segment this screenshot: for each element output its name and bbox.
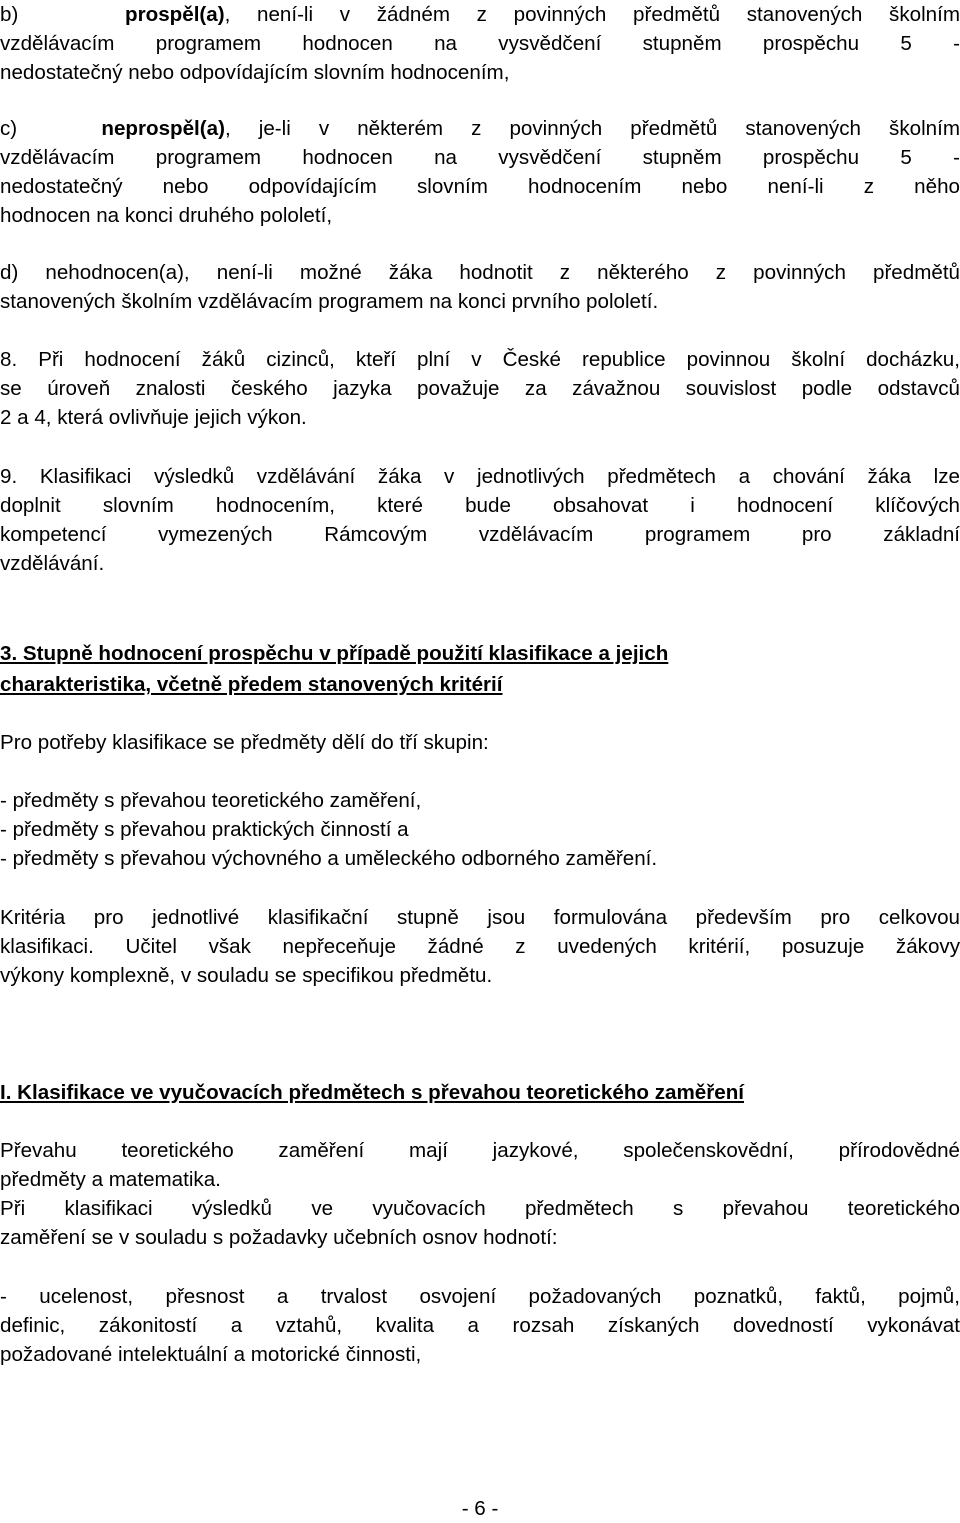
section-i-bullet-line-3: požadované intelektuální a motorické činnosti, xyxy=(0,1343,422,1366)
group-item-2: - předměty s převahou praktických činností a xyxy=(0,818,409,841)
page-number: - 6 - xyxy=(461,1497,499,1520)
section-i-heading: I. Klasifikace ve vyučovacích předmětech s převahou teoretického zaměření xyxy=(0,1081,744,1104)
item-c-text: , je-li v některém z povinných předmětů stanovených školním xyxy=(224,117,960,140)
item-c-line-4: hodnocen na konci druhého pololetí, xyxy=(0,204,333,227)
item-d-line-1: d) nehodnocen(a), není-li možné žáka hodnotit z některého z povinných předmětů xyxy=(0,261,960,284)
section-i-p2-line-1: Při klasifikaci výsledků ve vyučovacích předmětech s převahou teoretického xyxy=(0,1197,960,1220)
section-3-intro: Pro potřeby klasifikace se předměty dělí do tří skupin: xyxy=(0,731,489,754)
section-i-bullet-line-1: - ucelenost, přesnost a trvalost osvojení požadovaných poznatků, faktů, pojmů, xyxy=(0,1285,960,1308)
section-3-heading-line-2: charakteristika, včetně předem stanovených kritérií xyxy=(0,673,503,696)
section-i-p1-line-2: předměty a matematika. xyxy=(0,1168,221,1191)
section-3-heading xyxy=(0,639,960,668)
criteria-line-2: klasifikaci. Učitel však nepřeceňuje žádné z uvedených kritérií, posuzuje žákovy xyxy=(0,935,960,958)
para-8-line-3: 2 a 4, která ovlivňuje jejich výkon. xyxy=(0,406,307,429)
criteria-line-3: výkony komplexně, v souladu se specifikou předmětu. xyxy=(0,964,493,987)
item-c-label: c) xyxy=(0,117,18,140)
item-c-line-3: nedostatečný nebo odpovídajícím slovním hodnocením nebo není-li z něho xyxy=(0,175,960,198)
para-9-line-3: kompetencí vymezených Rámcovým vzdělávacím programem pro základní xyxy=(0,523,960,546)
section-3-heading-line-1: 3. Stupně hodnocení prospěchu v případě použití klasifikace a jejich xyxy=(0,642,669,665)
section-i-bullet-line-2: definic, zákonitostí a vztahů, kvalita a rozsah získaných dovedností vykonávat xyxy=(0,1314,960,1337)
group-item-3: - předměty s převahou výchovného a uměleckého odborného zaměření. xyxy=(0,847,658,870)
item-b-term: prospěl(a) xyxy=(125,3,225,26)
item-b-label: b) xyxy=(0,3,19,26)
para-8-line-2: se úroveň znalosti českého jazyka považuje za závažnou souvislost podle odstavců xyxy=(0,377,960,400)
section-i-p1-line-1: Převahu teoretického zaměření mají jazykové, společenskovědní, přírodovědné xyxy=(0,1139,960,1162)
item-c-term: neprospěl(a) xyxy=(101,117,225,140)
section-i-heading-row xyxy=(0,1078,960,1107)
group-item-1: - předměty s převahou teoretického zaměření, xyxy=(0,789,422,812)
item-b-line-3: nedostatečný nebo odpovídajícím slovním hodnocením, xyxy=(0,61,510,84)
item-b-line-2: vzdělávacím programem hodnocen na vysvědčení stupněm prospěchu 5 - xyxy=(0,32,960,55)
criteria-line-1: Kritéria pro jednotlivé klasifikační stupně jsou formulována především pro celkovou xyxy=(0,906,960,929)
item-c-line-2: vzdělávacím programem hodnocen na vysvědčení stupněm prospěchu 5 - xyxy=(0,146,960,169)
item-b-text: , není-li v žádném z povinných předmětů stanovených školním xyxy=(224,3,960,26)
item-d-line-2: stanovených školním vzdělávacím programem na konci prvního pololetí. xyxy=(0,290,659,313)
para-8-line-1: 8. Při hodnocení žáků cizinců, kteří plní v České republice povinnou školní docházku, xyxy=(0,348,960,371)
section-3-heading-cont xyxy=(0,670,960,699)
item-c-line-1 xyxy=(0,114,960,143)
item-b-line-1 xyxy=(0,0,960,29)
para-9-line-4: vzdělávání. xyxy=(0,552,105,575)
para-9-line-2: doplnit slovním hodnocením, které bude obsahovat i hodnocení klíčových xyxy=(0,494,960,517)
section-i-p2-line-2: zaměření se v souladu s požadavky učebních osnov hodnotí: xyxy=(0,1226,558,1249)
para-9-line-1: 9. Klasifikaci výsledků vzdělávání žáka v jednotlivých předmětech a chování žáka lze xyxy=(0,465,960,488)
